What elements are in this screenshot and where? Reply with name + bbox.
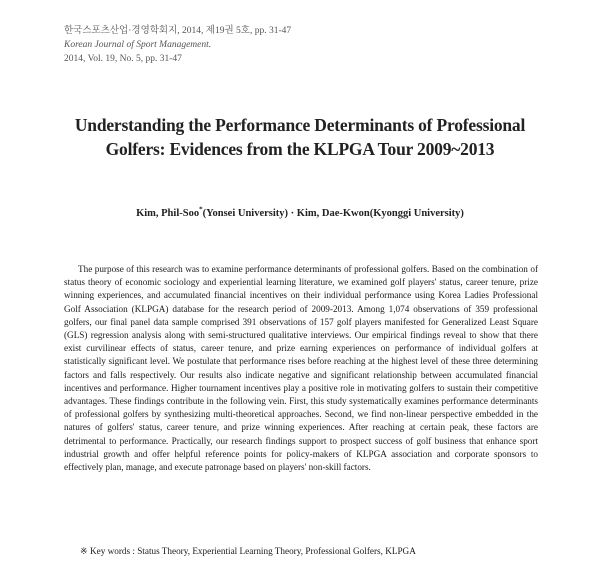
author-line <box>40 205 560 219</box>
author-1-affiliation: (Yonsei University) <box>202 208 289 219</box>
journal-name: Korean Journal of Sport Management. <box>64 40 212 50</box>
korean-citation: 한국스포츠산업·경영학회지, 2014, 제19권 5호, pp. 31-47 <box>64 26 292 36</box>
citation-header <box>64 24 291 66</box>
title-line-1: Understanding the Performance Determinants of Professional <box>74 115 526 135</box>
title-line-2: Golfers: Evidences from the KLPGA Tour 2009~2013 <box>105 139 495 159</box>
keywords-line: ※ Key words : Status Theory, Experiential Learning Theory, Professional Golfers, KLPGA <box>80 546 416 556</box>
author-2: Kim, Dae-Kwon(Kyonggi University) <box>296 208 464 219</box>
author-separator: · <box>288 208 297 219</box>
paper-title <box>40 113 560 161</box>
corresponding-author-mark: * <box>199 205 203 214</box>
author-1-name: Kim, Phil-Soo <box>136 208 200 219</box>
abstract-text: The purpose of this research was to examine performance determinants of professional golfers. Based on the combination of status theory of economic sociology and experiential learning literature, we examined golf players' status, career tenure, prize winning experiences, and accumulated financial incentives on their individual performance using Korea Ladies Professional Golf Association (KLPGA) database for the research period of 2009-2013. Among 1,074 observations of 359 professional golfers, our final panel data sample comprised 391 observations of 157 golf players manifested for Generalized Least Square (GLS) regression analysis along with semi-structured qualitative interviews. Our empirical findings reveal to show that there exist curvilinear effects of status, career tenure, and prize earning experiences on performance of individual golfers at statistically significant level. We postulate that performance rises before reaching at the highest level of these three determining factors and falls respectively. Our results also indicate negative and significant relationship between accumulated financial incentives and performance. Higher tournament incentives play a positive role in motivating golfers to sustain their competitive advantages. These findings contribute in the following vein. First, this study systematically examines performance determinants of professional golfers by synthesizing multi-theoretical approaches. Second, we find non-linear perspective embedded in the natures of golfers' status, career tenure, and prize winning experiences. After reaching at certain peak, these factors are detrimental to performance. Practically, our research findings support to prospect success of golf business that enhance sport industrial growth and offer helpful reference points for policy-makers of KLPGA association and corporate sponsors to effectively plan, manage, and execute patronage based on players' non-skill factors. <box>64 264 538 473</box>
volume-line: 2014, Vol. 19, No. 5, pp. 31-47 <box>64 54 182 64</box>
